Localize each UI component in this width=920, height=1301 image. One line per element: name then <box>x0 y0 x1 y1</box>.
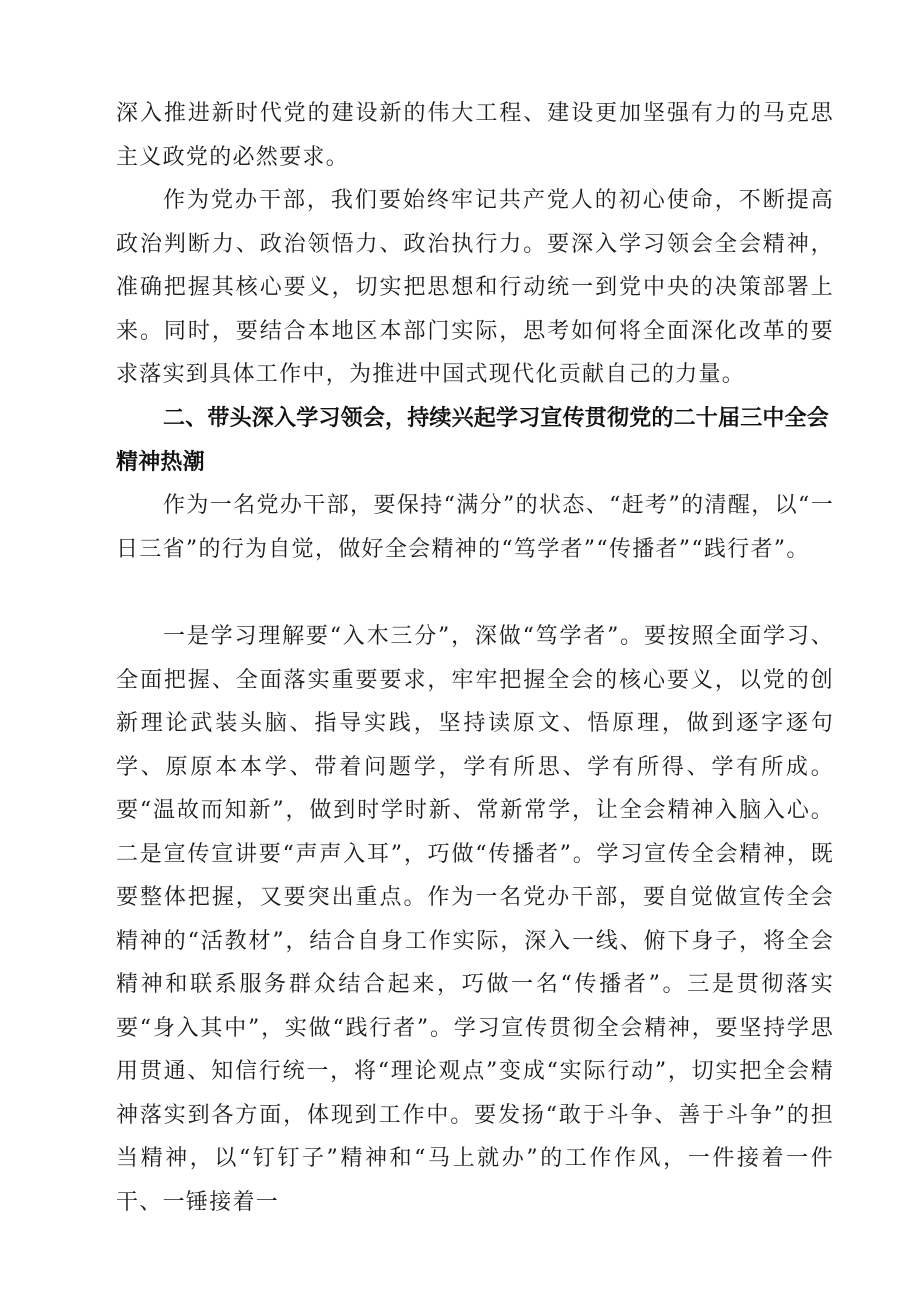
paragraph-intro-section-2: 作为一名党办干部，要保持“满分”的状态、“赶考”的清醒，以“一日三省”的行为自觉，做好全会精神的“笃学者”“传播者”“践行者”。 <box>116 493 834 562</box>
section-heading-2: 二、带头深入学习领会，持续兴起学习宣传贯彻党的二十届三中全会精神热潮 <box>116 406 830 475</box>
paragraph-continuation: 深入推进新时代党的建设新的伟大工程、建设更加坚强有力的马克思主义政党的必然要求。 <box>116 101 834 170</box>
paragraph-three-roles: 一是学习理解要“入木三分”，深做“笃学者”。要按照全面学习、全面把握、全面落实重要要求，牢牢把握全会的核心要义，以党的创新理论武装头脑、指导实践，坚持读原文、悟原理，做到逐字逐句学、原原本本学、带着问题学，学有所思、学有所得、学有所成。要“温故而知新”，做到时学时新、常新常学，让全会精神入脑入心。二是宣传宣讲要“声声入耳”，巧做“传播者”。学习宣传全会精神，既要整体把握，又要突出重点。作为一名党办干部，要自觉做宣传全会精神的“活教材”，结合自身工作实际，深入一线、俯下身子，将全会精神和联系服务群众结合起来，巧做一名“传播者”。三是贯彻落实要“身入其中”，实做“践行者”。学习宣传贯彻全会精神，要坚持学思用贯通、知信行统一，将“理论观点”变成“实际行动”，切实把全会精神落实到各方面，体现到工作中。要发扬“敢于斗争、善于斗争”的担当精神，以“钉钉子”精神和“马上就办”的工作作风，一件接着一件干、一锤接着一 <box>116 624 834 1215</box>
paragraph-party-office-cadre: 作为党办干部，我们要始终牢记共产党人的初心使命，不断提高政治判断力、政治领悟力、政治执行力。要深入学习领会全会精神，准确把握其核心要义，切实把思想和行动统一到党中央的决策部署上来。同时，要结合本地区本部门实际，思考如何将全面深化改革的要求落实到具体工作中，为推进中国式现代化贡献自己的力量。 <box>116 188 834 387</box>
